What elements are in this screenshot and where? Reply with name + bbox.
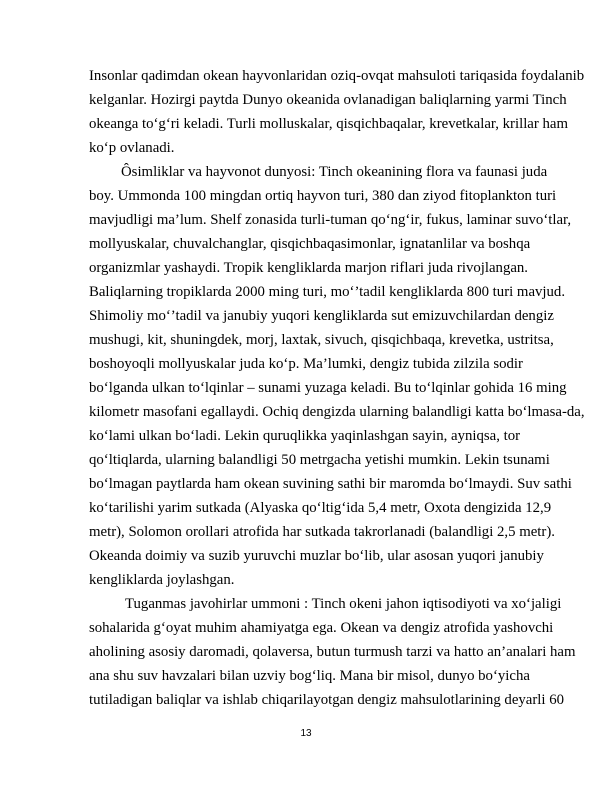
text-line: bo‘lmagan paytlarda ham okean suvining sathi bir maromda bo‘lmaydi. Suv sathi	[89, 476, 572, 492]
text-line: okeanga to‘g‘ri keladi. Turli molluskalar, qisqichbaqalar, krevetkalar, krillar ham	[89, 116, 568, 132]
text-line: ko‘lami ulkan bo‘ladi. Lekin quruqlikka yaqinlashgan sayin, ayniqsa, tor	[89, 428, 521, 444]
text-line: sohalarida g‘oyat muhim ahamiyatga ega. Okean va dengiz atrofida yashovchi	[89, 620, 554, 636]
text-line: boshoyoqli mollyuskalar juda ko‘p. Ma’lumki, dengiz tubida zilzila sodir	[89, 356, 523, 372]
page-number: 13	[300, 728, 312, 739]
text-line: boy. Ummonda 100 mingdan ortiq hayvon turi, 380 dan ziyod fitoplankton turi	[89, 188, 557, 204]
text-line: metr), Solomon orollari atrofida har sutkada takrorlanadi (balandligi 2,5 metr).	[89, 524, 555, 540]
text-line: mushugi, kit, shuningdek, morj, laxtak, sivuch, qisqichbaqa, krevetka, ustritsa,	[89, 332, 554, 348]
text-line: Baliqlarning tropiklarda 2000 ming turi, mo‘’tadil kengliklarda 800 turi mavjud.	[89, 284, 566, 300]
text-line: Okeanda doimiy va suzib yuruvchi muzlar bo‘lib, ular asosan yuqori janubiy	[89, 548, 544, 564]
text-line: kelganlar. Hozirgi paytda Dunyo okeanida ovlanadigan baliqlarning yarmi Tinch	[89, 92, 567, 108]
text-line: ana shu suv havzalari bilan uzviy bog‘liq. Mana bir misol, dunyo bo‘yicha	[89, 668, 530, 684]
text-line: organizmlar yashaydi. Tropik kengliklarda marjon riflari juda rivojlangan.	[89, 260, 529, 276]
text-line: mollyuskalar, chuvalchanglar, qisqichbaqasimonlar, ignatanlilar va boshqa	[89, 236, 531, 252]
text-line: ko‘p ovlanadi.	[89, 140, 175, 156]
section-heading-line: Tuganmas javohirlar ummoni : Tinch okeni jahon iqtisodiyoti va xo‘jaligi	[125, 596, 562, 612]
text-line: kengliklarda joylashgan.	[89, 572, 235, 588]
text-line: mavjudligi ma’lum. Shelf zonasida turli-tuman qo‘ng‘ir, fukus, laminar suvo‘tlar,	[89, 212, 572, 228]
text-line: kilometr masofani egallaydi. Ochiq dengizda ularning balandligi katta bo‘lmasa-da,	[89, 404, 585, 420]
document-body	[89, 64, 585, 712]
text-line: aholining asosiy daromadi, qolaversa, butun turmush tarzi va hatto an’analari ham	[89, 644, 576, 660]
section-heading-line: Ôsimliklar va hayvonot dunyosi: Tinch okeanining flora va faunasi juda	[121, 164, 548, 180]
text-line: ko‘tarilishi yarim sutkada (Alyaska qo‘ltig‘ida 5,4 metr, Oxota dengizida 12,9	[89, 500, 552, 516]
text-line: Shimoliy mo‘’tadil va janubiy yuqori kengliklarda sut emizuvchilardan dengiz	[89, 308, 554, 324]
text-line: tutiladigan baliqlar va ishlab chiqarilayotgan dengiz mahsulotlarining deyarli 60	[89, 692, 565, 708]
text-line: bo‘lganda ulkan to‘lqinlar – sunami yuzaga keladi. Bu to‘lqinlar gohida 16 ming	[89, 380, 567, 396]
text-line: qo‘ltiqlarda, ularning balandligi 50 metrgacha yetishi mumkin. Lekin tsunami	[89, 452, 550, 468]
text-line: Insonlar qadimdan okean hayvonlaridan oziq-ovqat mahsuloti tariqasida foydalanib	[89, 68, 585, 84]
